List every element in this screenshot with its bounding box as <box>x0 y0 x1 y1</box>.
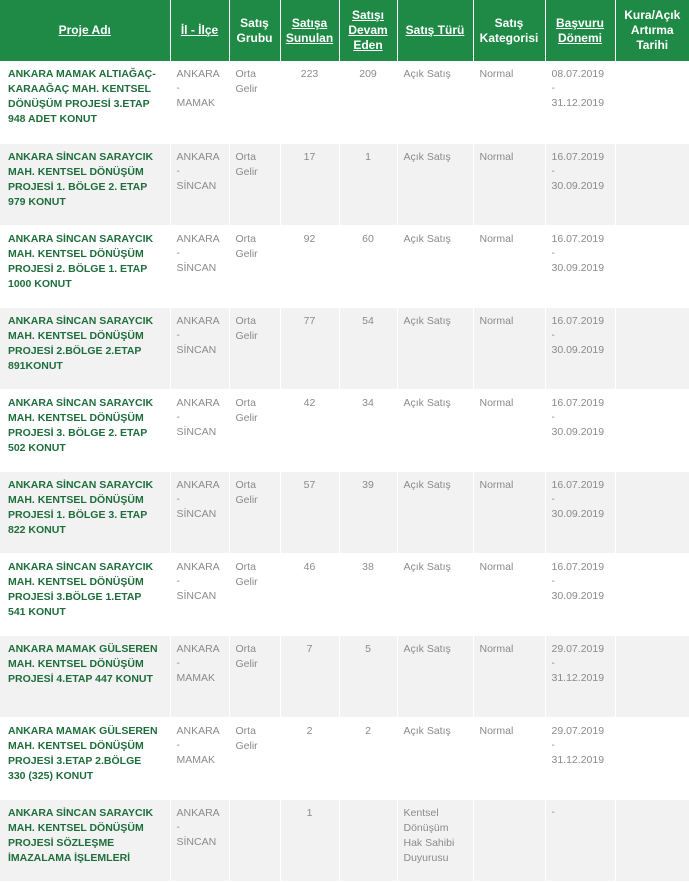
basvuru-bitis: 30.09.2019 <box>551 179 605 192</box>
project-name-link[interactable]: ANKARA MAMAK GÜLSEREN MAH. KENTSEL DÖNÜŞÜM PROJESİ 3.ETAP 2.BÖLGE 330 (325) KONUT <box>8 724 158 782</box>
satis-kategorisi-cell: Normal <box>473 635 545 717</box>
satis-kategorisi-cell <box>473 799 545 881</box>
project-name-cell[interactable] <box>0 61 170 143</box>
satis-kategorisi-cell: Normal <box>473 389 545 471</box>
project-name-cell[interactable] <box>0 225 170 307</box>
basvuru-donemi-cell <box>545 635 615 717</box>
project-name-cell[interactable] <box>0 143 170 225</box>
basvuru-baslangic: 16.07.2019 <box>551 478 605 491</box>
satisi-devam-eden-cell: 209 <box>339 61 397 143</box>
basvuru-separator: - <box>551 247 555 259</box>
table-row[interactable] <box>0 635 689 717</box>
satisa-sunulan-cell: 223 <box>280 61 339 143</box>
basvuru-separator: - <box>551 83 555 94</box>
project-name-link[interactable]: ANKARA MAMAK GÜLSEREN MAH. KENTSEL DÖNÜŞÜM PROJESİ 4.ETAP 447 KONUT <box>8 642 158 685</box>
il-text: ANKARA <box>176 642 220 655</box>
satis-kategorisi-cell: Normal <box>473 143 545 225</box>
ilce-text: MAMAK <box>176 97 216 109</box>
il-text: ANKARA <box>176 806 220 819</box>
il-text: ANKARA <box>176 396 220 409</box>
basvuru-donemi-cell <box>545 61 615 143</box>
il-text: ANKARA <box>176 724 220 737</box>
ilce-text: MAMAK <box>176 753 216 766</box>
il-ilce-separator: - <box>176 165 180 177</box>
project-name-cell[interactable] <box>0 389 170 471</box>
ilce-text: SİNCAN <box>176 425 217 438</box>
il-ilce-cell <box>170 389 229 471</box>
satis-turu-cell: Açık Satış <box>397 389 473 471</box>
table-row[interactable] <box>0 307 689 389</box>
basvuru-donemi-cell <box>545 307 615 389</box>
basvuru-bitis: 31.12.2019 <box>551 753 605 766</box>
basvuru-donemi-cell <box>545 553 615 635</box>
project-name-link[interactable]: ANKARA SİNCAN SARAYCIK MAH. KENTSEL DÖNÜŞÜM PROJESİ 1. BÖLGE 3. ETAP 822 KONUT <box>8 478 154 536</box>
il-ilce-cell <box>170 143 229 225</box>
basvuru-separator: - <box>551 165 555 177</box>
satis-kategorisi-cell: Normal <box>473 471 545 553</box>
table-row[interactable] <box>0 225 689 307</box>
il-ilce-separator: - <box>176 83 180 94</box>
il-ilce-cell <box>170 635 229 717</box>
ilce-text: SİNCAN <box>176 507 217 520</box>
satis-turu-cell: Açık Satış <box>397 635 473 717</box>
satis-kategorisi-cell: Normal <box>473 225 545 307</box>
project-name-cell[interactable] <box>0 471 170 553</box>
header-satis-kategorisi: Satış Kategorisi <box>473 0 545 61</box>
basvuru-bitis: 31.12.2019 <box>551 97 605 109</box>
kura-tarihi-cell <box>615 143 689 225</box>
satisi-devam-eden-cell: 34 <box>339 389 397 471</box>
header-proje-adi[interactable]: Proje Adı <box>0 0 170 61</box>
kura-tarihi-cell <box>615 635 689 717</box>
header-satisa-sunulan[interactable]: Satışa Sunulan <box>280 0 339 61</box>
basvuru-bitis: 31.12.2019 <box>551 671 605 684</box>
satis-turu-cell: Açık Satış <box>397 471 473 553</box>
basvuru-separator: - <box>551 806 555 818</box>
basvuru-baslangic: 16.07.2019 <box>551 396 605 409</box>
header-satis-turu[interactable]: Satış Türü <box>397 0 473 61</box>
il-ilce-separator: - <box>176 739 180 751</box>
satisa-sunulan-cell: 77 <box>280 307 339 389</box>
il-text: ANKARA <box>176 150 220 163</box>
il-ilce-cell <box>170 799 229 881</box>
satisa-sunulan-cell: 1 <box>280 799 339 881</box>
satisa-sunulan-cell: 17 <box>280 143 339 225</box>
basvuru-baslangic: 29.07.2019 <box>551 724 605 737</box>
header-basvuru-donemi[interactable]: Başvuru Dönemi <box>545 0 615 61</box>
satis-turu-cell: Açık Satış <box>397 225 473 307</box>
kura-tarihi-cell <box>615 61 689 143</box>
il-ilce-separator: - <box>176 411 180 423</box>
satis-kategorisi-cell: Normal <box>473 307 545 389</box>
ilce-text: SİNCAN <box>176 179 217 192</box>
basvuru-bitis: 30.09.2019 <box>551 425 605 438</box>
satis-kategorisi-cell: Normal <box>473 61 545 143</box>
satisi-devam-eden-cell: 1 <box>339 143 397 225</box>
il-ilce-separator: - <box>176 657 180 669</box>
il-ilce-separator: - <box>176 329 180 341</box>
basvuru-baslangic: 16.07.2019 <box>551 232 605 245</box>
il-ilce-separator: - <box>176 575 180 587</box>
il-ilce-cell <box>170 61 229 143</box>
satis-grubu-cell: Orta Gelir <box>229 717 280 799</box>
satis-grubu-cell: Orta Gelir <box>229 307 280 389</box>
project-name-link[interactable]: ANKARA SİNCAN SARAYCIK MAH. KENTSEL DÖNÜŞÜM PROJESİ SÖZLEŞME İMAZALAMA İŞLEMLERİ <box>8 806 154 864</box>
header-kura-tarihi: Kura/Açık Artırma Tarihi <box>615 0 689 61</box>
satis-grubu-cell: Orta Gelir <box>229 635 280 717</box>
header-satisi-devam-eden[interactable]: Satışı Devam Eden <box>339 0 397 61</box>
satisi-devam-eden-cell <box>339 799 397 881</box>
project-name-link[interactable]: ANKARA SİNCAN SARAYCIK MAH. KENTSEL DÖNÜŞÜM PROJESİ 1. BÖLGE 2. ETAP 979 KONUT <box>8 150 154 208</box>
il-text: ANKARA <box>176 68 220 80</box>
il-text: ANKARA <box>176 560 220 573</box>
il-ilce-separator: - <box>176 493 180 505</box>
basvuru-separator: - <box>551 657 555 669</box>
il-ilce-cell <box>170 553 229 635</box>
kura-tarihi-cell <box>615 471 689 553</box>
il-text: ANKARA <box>176 314 220 327</box>
satisi-devam-eden-cell: 5 <box>339 635 397 717</box>
il-ilce-cell <box>170 471 229 553</box>
basvuru-donemi-cell <box>545 389 615 471</box>
satis-kategorisi-cell: Normal <box>473 553 545 635</box>
ilce-text: MAMAK <box>176 671 216 684</box>
satis-turu-cell: Açık Satış <box>397 307 473 389</box>
satisa-sunulan-cell: 2 <box>280 717 339 799</box>
basvuru-baslangic: 16.07.2019 <box>551 560 605 573</box>
satisi-devam-eden-cell: 38 <box>339 553 397 635</box>
basvuru-separator: - <box>551 575 555 587</box>
project-name-link[interactable]: ANKARA SİNCAN SARAYCIK MAH. KENTSEL DÖNÜŞÜM PROJESİ 2.BÖLGE 2.ETAP 891KONUT <box>8 314 154 372</box>
satis-grubu-cell: Orta Gelir <box>229 61 280 143</box>
basvuru-bitis: 30.09.2019 <box>551 589 605 602</box>
il-ilce-cell <box>170 717 229 799</box>
satis-grubu-cell: Orta Gelir <box>229 553 280 635</box>
satisi-devam-eden-cell: 2 <box>339 717 397 799</box>
satis-grubu-cell <box>229 799 280 881</box>
basvuru-baslangic: 08.07.2019 <box>551 68 605 80</box>
kura-tarihi-cell <box>615 389 689 471</box>
satisa-sunulan-cell: 46 <box>280 553 339 635</box>
project-name-cell[interactable] <box>0 635 170 717</box>
basvuru-bitis: 30.09.2019 <box>551 343 605 356</box>
basvuru-donemi-cell <box>545 143 615 225</box>
il-text: ANKARA <box>176 478 220 491</box>
basvuru-baslangic: 16.07.2019 <box>551 150 605 163</box>
satisa-sunulan-cell: 42 <box>280 389 339 471</box>
basvuru-separator: - <box>551 411 555 423</box>
il-ilce-separator: - <box>176 821 180 833</box>
kura-tarihi-cell <box>615 307 689 389</box>
satis-turu-cell: Açık Satış <box>397 143 473 225</box>
basvuru-donemi-cell <box>545 225 615 307</box>
satisi-devam-eden-cell: 39 <box>339 471 397 553</box>
project-name-link[interactable]: ANKARA SİNCAN SARAYCIK MAH. KENTSEL DÖNÜŞÜM PROJESİ 3. BÖLGE 2. ETAP 502 KONUT <box>8 396 154 454</box>
kura-tarihi-cell <box>615 717 689 799</box>
project-name-cell[interactable] <box>0 307 170 389</box>
satisi-devam-eden-cell: 60 <box>339 225 397 307</box>
il-ilce-separator: - <box>176 247 180 259</box>
basvuru-separator: - <box>551 739 555 751</box>
basvuru-baslangic: 29.07.2019 <box>551 642 605 655</box>
satisi-devam-eden-cell: 54 <box>339 307 397 389</box>
satis-grubu-cell: Orta Gelir <box>229 389 280 471</box>
basvuru-baslangic: 16.07.2019 <box>551 314 605 327</box>
table-header-row <box>0 0 689 61</box>
basvuru-donemi-cell <box>545 471 615 553</box>
il-text: ANKARA <box>176 232 220 245</box>
il-ilce-cell <box>170 307 229 389</box>
satis-grubu-cell: Orta Gelir <box>229 143 280 225</box>
basvuru-donemi-cell <box>545 717 615 799</box>
table-row[interactable] <box>0 389 689 471</box>
il-ilce-cell <box>170 225 229 307</box>
basvuru-separator: - <box>551 493 555 505</box>
basvuru-bitis: 30.09.2019 <box>551 507 605 520</box>
table-row[interactable] <box>0 143 689 225</box>
table-row[interactable] <box>0 553 689 635</box>
project-name-cell[interactable] <box>0 717 170 799</box>
table-row[interactable] <box>0 471 689 553</box>
kura-tarihi-cell <box>615 225 689 307</box>
satis-turu-cell: Açık Satış <box>397 553 473 635</box>
project-name-link[interactable]: ANKARA MAMAK ALTIAĞAÇ-KARAAĞAÇ MAH. KENTSEL DÖNÜŞÜM PROJESİ 3.ETAP 948 ADET KONUT <box>8 68 156 125</box>
table-row[interactable] <box>0 799 689 881</box>
table-row[interactable] <box>0 61 689 143</box>
header-il-ilce[interactable]: İl - İlçe <box>170 0 229 61</box>
ilce-text: SİNCAN <box>176 835 217 848</box>
basvuru-bitis: 30.09.2019 <box>551 261 605 274</box>
satis-grubu-cell: Orta Gelir <box>229 225 280 307</box>
satisa-sunulan-cell: 57 <box>280 471 339 553</box>
satis-turu-cell: Kentsel Dönüşüm Hak Sahibi Duyurusu <box>397 799 473 881</box>
ilce-text: SİNCAN <box>176 589 217 602</box>
project-name-link[interactable]: ANKARA SİNCAN SARAYCIK MAH. KENTSEL DÖNÜŞÜM PROJESİ 2. BÖLGE 1. ETAP 1000 KONUT <box>8 232 154 290</box>
header-satis-grubu: Satış Grubu <box>229 0 280 61</box>
kura-tarihi-cell <box>615 553 689 635</box>
basvuru-donemi-cell <box>545 799 615 881</box>
satis-grubu-cell: Orta Gelir <box>229 471 280 553</box>
project-name-cell[interactable] <box>0 799 170 881</box>
kura-tarihi-cell <box>615 799 689 881</box>
project-name-link[interactable]: ANKARA SİNCAN SARAYCIK MAH. KENTSEL DÖNÜŞÜM PROJESİ 3.BÖLGE 1.ETAP 541 KONUT <box>8 560 154 618</box>
project-name-cell[interactable] <box>0 553 170 635</box>
satis-turu-cell: Açık Satış <box>397 717 473 799</box>
satisa-sunulan-cell: 92 <box>280 225 339 307</box>
satisa-sunulan-cell: 7 <box>280 635 339 717</box>
ilce-text: SİNCAN <box>176 343 217 356</box>
satis-kategorisi-cell: Normal <box>473 717 545 799</box>
basvuru-separator: - <box>551 329 555 341</box>
satis-turu-cell: Açık Satış <box>397 61 473 143</box>
ilce-text: SİNCAN <box>176 261 217 274</box>
table-row[interactable] <box>0 717 689 799</box>
